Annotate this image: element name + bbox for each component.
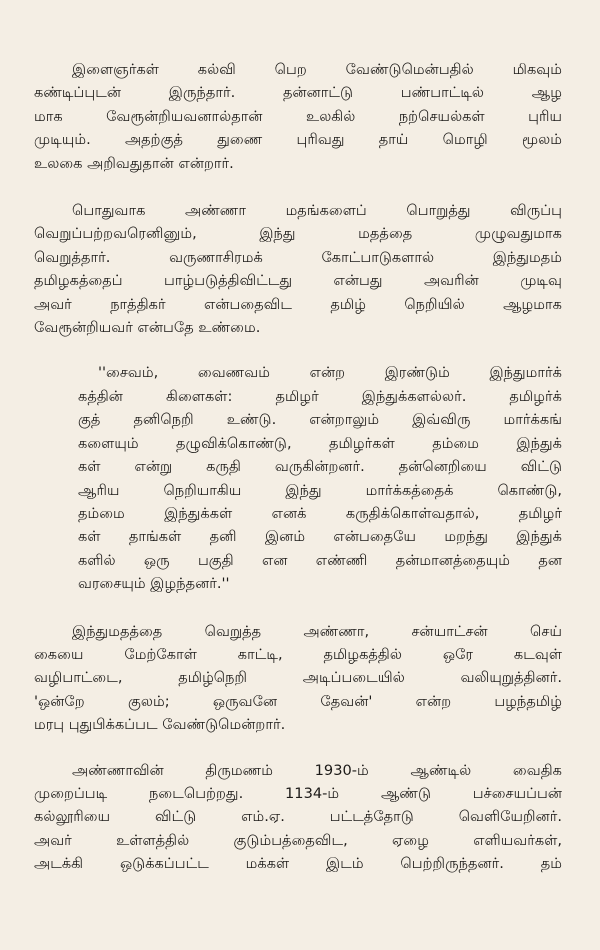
text-line: மாக வேரூன்றியவனால்தான் உலகில் நற்செயல்கள் புரிய: [34, 107, 562, 125]
text-line: 'ஒன்றே குலம்; ஒருவனே தேவன்' என்ற பழந்தமிழ்: [34, 692, 562, 710]
paragraph-worship: [34, 620, 562, 737]
text-line: தமிழகத்தைப் பாழ்படுத்திவிட்டது என்பது அவரின் முடிவு: [34, 272, 562, 290]
text-line: இளைஞர்கள் கல்வி பெற வேண்டுமென்பதில் மிகவும்: [72, 61, 562, 78]
text-line: ''சைவம், வைணவம் என்ற இரண்டும் இந்துமார்க்: [98, 364, 562, 382]
text-line: தம்மை இந்துக்கள் எனக் கருதிக்கொள்வதால், தமிழர்: [78, 504, 562, 522]
text-line: கல்லூரியை விட்டு எம்.ஏ. பட்டத்தோடு வெளியேறினர்.: [34, 808, 562, 826]
text-line: களில் ஒரு பகுதி என எண்ணி தன்மானத்தையும் தன: [78, 551, 562, 569]
text-line: அண்ணாவின் திருமணம் 1930-ம் ஆண்டில் வைதிக: [72, 761, 562, 779]
text-line: ஆரிய நெறியாகிய இந்து மார்க்கத்தைக் கொண்டு,: [78, 481, 562, 499]
text-line: முறைப்படி நடைபெற்றது. 1134-ம் ஆண்டு பச்சையப்பன்: [34, 784, 562, 802]
text-line: குத் தனிநெறி உண்டு. என்றாலும் இவ்விரு மார்க்கங்: [78, 411, 562, 429]
text-line: கையை மேற்கோள் காட்டி, தமிழகத்தில் ஒரே கடவுள்: [34, 645, 562, 663]
paragraph-education: [34, 58, 562, 175]
text-line: அவர் நாத்திகர் என்பதைவிட தமிழ் நெறியில் ஆழமாக: [34, 295, 562, 313]
text-line: வெறுத்தார். வருணாசிரமக் கோட்பாடுகளால் இந்துமதம்: [34, 248, 562, 266]
text-line: வழிபாட்டை, தமிழ்நெறி அடிப்படையில் வலியுறுத்தினர்.: [34, 669, 562, 687]
text-line: இந்துமதத்தை வெறுத்த அண்ணா, சன்யாட்சன் செய்: [72, 622, 562, 640]
text-line: முடியும். அதற்குத் துணை புரிவது தாய் மொழி மூலம்: [34, 131, 562, 149]
paragraph-marriage: [34, 759, 562, 876]
text-line: வெறுப்பற்றவரெனினும், இந்து மதத்தை முழுவதுமாக: [34, 225, 562, 243]
text-line: அவர் உள்ளத்தில் குடும்பத்தைவிட, ஏழை எளியவர்கள்,: [34, 831, 562, 849]
text-line: அடக்கி ஒடுக்கப்பட்ட மக்கள் இடம் பெற்றிருந்தனர். தம்: [34, 855, 562, 873]
text-line: மரபு புதுபிக்கப்பட வேண்டுமென்றார்.: [34, 716, 286, 734]
paragraph-religion: [34, 199, 562, 339]
block-quote: [34, 361, 562, 595]
text-line: பொதுவாக அண்ணா மதங்களைப் பொறுத்து விருப்பு: [72, 202, 562, 220]
text-line: கள் என்று கருதி வருகின்றனர். தன்னெறியை விட்டு: [78, 458, 562, 476]
text-line: வரசையும் இழந்தனர்.'': [78, 575, 230, 593]
text-line: வேரூன்றியவர் என்பதே உண்மை.: [34, 319, 261, 337]
text-line: கள் தாங்கள் தனி இனம் என்பதையே மறந்து இந்துக்: [78, 528, 562, 546]
text-line: கத்தின் கிளைகள்: தமிழர் இந்துக்களல்லர். தமிழர்க்: [78, 387, 562, 405]
text-line: உலகை அறிவதுதான் என்றார்.: [34, 154, 234, 172]
text-line: களையும் தழுவிக்கொண்டு, தமிழர்கள் தம்மை இந்துக்: [78, 434, 562, 452]
text-line: கண்டிப்புடன் இருந்தார். தன்னாட்டு பண்பாட்டில் ஆழ: [34, 84, 562, 102]
